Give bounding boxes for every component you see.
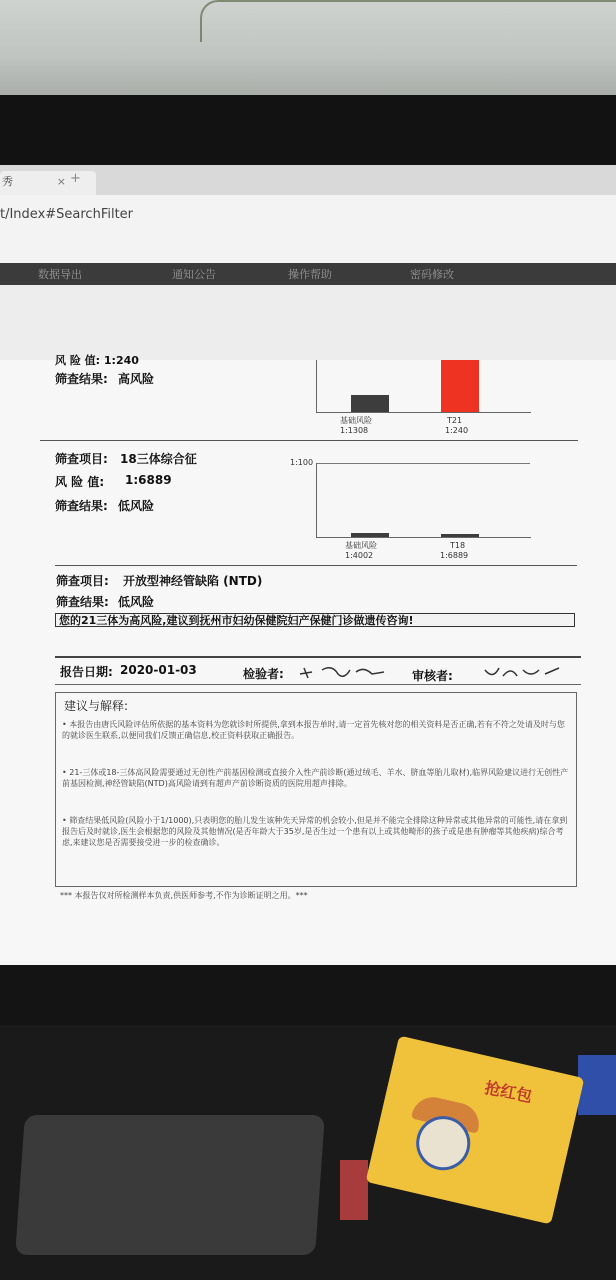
blue-box <box>578 1055 616 1115</box>
advice-paragraph-1: • 本报告由唐氏风险评估所依据的基本资料为您就诊时所提供,拿到本报告单时,请一定首先核对您的相关资料是否正确,若有不符之处请及时与您的就诊医生联系,以便同我们反馈正确信息,校正资料获取正确报告。 <box>62 720 565 740</box>
wall-background <box>0 0 616 95</box>
tab-title: 秀 <box>2 175 13 188</box>
ntd-result-label: 筛查结果: <box>56 595 109 609</box>
browser-tab-bar <box>0 165 616 195</box>
browser-tab[interactable] <box>0 171 96 195</box>
t18-result-value: 低风险 <box>118 499 155 513</box>
report-document <box>0 354 616 965</box>
t18-test-value: 1:6889 <box>440 551 469 560</box>
report-date-label: 报告日期: <box>60 665 113 679</box>
monitor-bezel-bottom <box>0 965 616 1025</box>
ntd-result-value: 低风险 <box>118 595 155 609</box>
nav-password[interactable]: 密码修改 <box>410 268 454 281</box>
t18-risk-value: 1:6889 <box>125 473 172 487</box>
nav-export[interactable]: 数据导出 <box>38 268 82 281</box>
section-divider <box>40 440 578 441</box>
t18-test-bar <box>441 534 479 537</box>
advice-title: 建议与解释: <box>64 699 129 713</box>
t18-risk-label: 风 险 值: <box>55 475 105 489</box>
t18-baseline-bar <box>351 533 389 537</box>
signature-bottom-rule <box>55 684 581 685</box>
address-bar[interactable] <box>0 195 616 263</box>
t21-baseline-bar <box>351 395 389 412</box>
nav-notice[interactable]: 通知公告 <box>172 268 216 281</box>
monitor-screen <box>0 165 616 965</box>
red-object <box>340 1160 368 1220</box>
t21-risk-chart <box>316 360 531 413</box>
ntd-item-value: 开放型神经管缺陷 (NTD) <box>123 574 263 588</box>
t21-test-bar <box>441 360 479 412</box>
signature-top-rule <box>55 656 581 658</box>
ntd-item-label: 筛查项目: <box>56 574 109 588</box>
section-divider-2 <box>55 565 577 566</box>
t18-test-label: T18 <box>450 541 466 550</box>
advice-box <box>55 692 577 887</box>
t21-risk-partial: 风 险 值: 1:240 <box>55 354 139 367</box>
card-text: 抢红包 <box>483 1078 534 1106</box>
page-gap <box>0 285 616 360</box>
report-footer: *** 本报告仅对所检测样本负责,供医师参考,不作为诊断证明之用。*** <box>60 891 308 900</box>
cable <box>200 0 616 42</box>
t18-axis-tick: 1:100 <box>290 458 314 467</box>
app-navbar <box>0 263 616 285</box>
t21-result-value: 高风险 <box>118 372 155 386</box>
tab-close-icon[interactable]: × <box>56 175 66 188</box>
t18-result-label: 筛查结果: <box>55 499 108 513</box>
monitor-bezel-top <box>0 95 616 165</box>
report-date: 2020-01-03 <box>120 663 197 677</box>
t21-test-label: T21 <box>447 416 463 425</box>
reviewer-label: 审核者: <box>412 669 453 683</box>
t21-result-label: 筛查结果: <box>55 372 108 386</box>
advice-paragraph-2: • 21-三体或18-三体高风险需要通过无创性产前基因检测或直接介入性产前诊断(通过绒毛、羊水、脐血等胎儿取材),临界风险建议进行无创性产前基因检测,神经管缺陷(NTD)高风险请到有超声产前诊断资质的医院用超声排除。 <box>62 768 569 788</box>
t21-baseline-value: 1:1308 <box>340 426 369 435</box>
keyboard <box>15 1115 325 1255</box>
t18-item-label: 筛查项目: <box>55 452 108 466</box>
desk-area <box>0 965 616 1280</box>
t18-baseline-value: 1:4002 <box>345 551 374 560</box>
t18-risk-chart <box>316 463 531 538</box>
address-url[interactable]: t/Index#SearchFilter <box>0 207 134 222</box>
red-envelope-card <box>366 1036 585 1225</box>
t21-baseline-label: 基础风险 <box>340 416 372 425</box>
nav-help[interactable]: 操作帮助 <box>288 268 332 281</box>
new-tab-icon[interactable]: + <box>70 171 81 186</box>
t18-baseline-label: 基础风险 <box>345 541 377 550</box>
t18-item-value: 18三体综合征 <box>120 452 197 466</box>
t21-test-value: 1:240 <box>445 426 469 435</box>
examiner-signature <box>298 662 388 682</box>
high-risk-advice-banner: 您的21三体为高风险,建议到抚州市妇幼保健院妇产保健门诊做遗传咨询! <box>55 613 575 627</box>
examiner-label: 检验者: <box>243 667 284 681</box>
advice-paragraph-3: • 筛查结果低风险(风险小于1/1000),只表明您的胎儿发生该种先天异常的机会较小,但是并不能完全排除这种异常或其他异常的可能性,请在拿到报告后及时就诊,医生会根据您的风险及其他情况(是否年龄大于35岁,是否生过一个患有以上或其他畸形的孩子或是患有肿瘤等其他疾病)综合考虑,来建议您是否需要接受进一步的检查确诊。 <box>62 816 568 847</box>
reviewer-signature <box>483 662 563 682</box>
